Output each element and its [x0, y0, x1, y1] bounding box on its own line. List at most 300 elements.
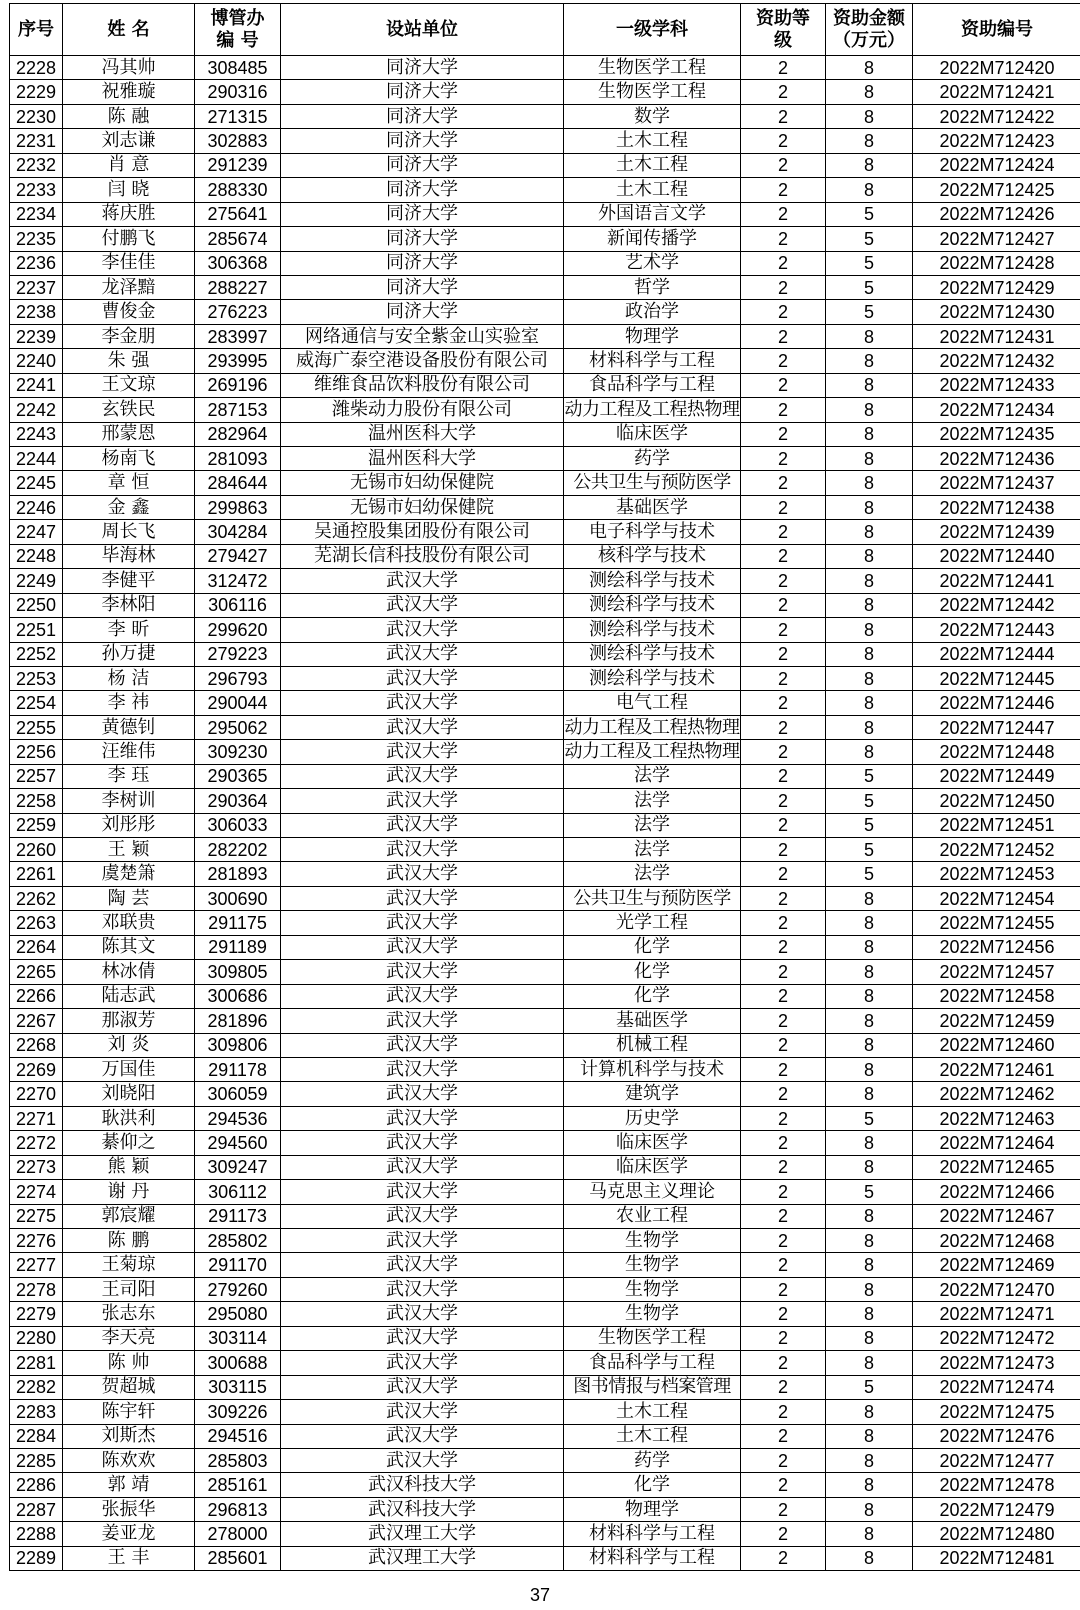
code-cell: 2022M712423 [913, 129, 1080, 153]
level-cell: 2 [741, 593, 826, 617]
subject-cell: 核科学与技术 [564, 544, 741, 568]
table-row [10, 1326, 1080, 1350]
code-cell: 2022M712442 [913, 593, 1080, 617]
seq-cell: 2240 [10, 349, 63, 373]
seq-cell: 2288 [10, 1522, 63, 1546]
table-row [10, 324, 1080, 348]
unit-cell: 武汉科技大学 [281, 1497, 564, 1521]
seq-cell: 2230 [10, 104, 63, 128]
unit-cell: 武汉大学 [281, 1180, 564, 1204]
amount-cell: 8 [826, 666, 913, 690]
code-cell: 2022M712446 [913, 691, 1080, 715]
level-cell: 2 [741, 56, 826, 80]
table-row [10, 1204, 1080, 1228]
name-cell: 玄铁民 [63, 398, 195, 422]
amount-cell: 8 [826, 1351, 913, 1375]
table-row [10, 1155, 1080, 1179]
unit-cell: 威海广泰空港设备股份有限公司 [281, 349, 564, 373]
subject-cell: 法学 [564, 838, 741, 862]
id-cell: 300688 [195, 1351, 281, 1375]
name-cell: 郭宸耀 [63, 1204, 195, 1228]
seq-cell: 2263 [10, 911, 63, 935]
level-cell: 2 [741, 1131, 826, 1155]
unit-cell: 同济大学 [281, 300, 564, 324]
level-cell: 2 [741, 1155, 826, 1179]
unit-cell: 武汉大学 [281, 1082, 564, 1106]
name-cell: 李 祎 [63, 691, 195, 715]
unit-cell: 芜湖长信科技股份有限公司 [281, 544, 564, 568]
table-row [10, 1522, 1080, 1546]
unit-cell: 武汉大学 [281, 715, 564, 739]
code-cell: 2022M712429 [913, 275, 1080, 299]
subject-cell: 材料科学与工程 [564, 1522, 741, 1546]
amount-cell: 8 [826, 715, 913, 739]
amount-cell: 8 [826, 80, 913, 104]
seq-cell: 2250 [10, 593, 63, 617]
id-cell: 290364 [195, 789, 281, 813]
table-row [10, 1400, 1080, 1424]
code-cell: 2022M712470 [913, 1277, 1080, 1301]
level-cell: 2 [741, 1326, 826, 1350]
id-cell: 279427 [195, 544, 281, 568]
id-cell: 290316 [195, 80, 281, 104]
subject-cell: 政治学 [564, 300, 741, 324]
level-cell: 2 [741, 764, 826, 788]
page-number: 37 [529, 1585, 551, 1605]
unit-cell: 武汉大学 [281, 691, 564, 715]
table-row [10, 789, 1080, 813]
id-cell: 282964 [195, 422, 281, 446]
subject-cell: 化学 [564, 1473, 741, 1497]
unit-cell: 武汉大学 [281, 935, 564, 959]
code-cell: 2022M712462 [913, 1082, 1080, 1106]
table-row [10, 1106, 1080, 1130]
subject-cell: 生物医学工程 [564, 80, 741, 104]
amount-cell: 8 [826, 1302, 913, 1326]
table-row [10, 520, 1080, 544]
level-cell: 2 [741, 398, 826, 422]
name-cell: 祝雅璇 [63, 80, 195, 104]
amount-cell: 5 [826, 813, 913, 837]
table-row [10, 447, 1080, 471]
id-cell: 296813 [195, 1497, 281, 1521]
subject-cell: 外国语言文学 [564, 202, 741, 226]
id-cell: 281896 [195, 1009, 281, 1033]
subject-cell: 化学 [564, 984, 741, 1008]
name-cell: 王 颖 [63, 838, 195, 862]
subject-cell: 材料科学与工程 [564, 1546, 741, 1570]
table-body [10, 56, 1080, 1571]
unit-cell: 武汉大学 [281, 960, 564, 984]
subject-cell: 测绘科学与技术 [564, 569, 741, 593]
unit-cell: 武汉大学 [281, 1351, 564, 1375]
table-row [10, 153, 1080, 177]
seq-cell: 2289 [10, 1546, 63, 1570]
code-cell: 2022M712460 [913, 1033, 1080, 1057]
unit-cell: 武汉大学 [281, 838, 564, 862]
seq-cell: 2228 [10, 56, 63, 80]
seq-cell: 2243 [10, 422, 63, 446]
level-cell: 2 [741, 715, 826, 739]
amount-cell: 8 [826, 1473, 913, 1497]
id-cell: 309805 [195, 960, 281, 984]
subject-cell: 法学 [564, 862, 741, 886]
name-cell: 龙泽黯 [63, 275, 195, 299]
seq-cell: 2255 [10, 715, 63, 739]
unit-cell: 同济大学 [281, 104, 564, 128]
level-cell: 2 [741, 789, 826, 813]
table-row [10, 740, 1080, 764]
amount-cell: 8 [826, 324, 913, 348]
seq-cell: 2261 [10, 862, 63, 886]
seq-cell: 2283 [10, 1400, 63, 1424]
level-cell: 2 [741, 1204, 826, 1228]
header-name: 姓 名 [63, 4, 195, 56]
id-cell: 281893 [195, 862, 281, 886]
unit-cell: 武汉大学 [281, 789, 564, 813]
seq-cell: 2245 [10, 471, 63, 495]
subject-cell: 法学 [564, 789, 741, 813]
unit-cell: 武汉大学 [281, 813, 564, 837]
subject-cell: 土木工程 [564, 1424, 741, 1448]
unit-cell: 武汉大学 [281, 1400, 564, 1424]
seq-cell: 2277 [10, 1253, 63, 1277]
subject-cell: 电气工程 [564, 691, 741, 715]
name-cell: 李 珏 [63, 764, 195, 788]
id-cell: 278000 [195, 1522, 281, 1546]
name-cell: 孙万捷 [63, 642, 195, 666]
table-row [10, 202, 1080, 226]
amount-cell: 8 [826, 1277, 913, 1301]
code-cell: 2022M712426 [913, 202, 1080, 226]
seq-cell: 2266 [10, 984, 63, 1008]
level-cell: 2 [741, 471, 826, 495]
id-cell: 279260 [195, 1277, 281, 1301]
table-row [10, 715, 1080, 739]
table-row [10, 935, 1080, 959]
unit-cell: 武汉大学 [281, 862, 564, 886]
table-row [10, 984, 1080, 1008]
subject-cell: 生物医学工程 [564, 56, 741, 80]
id-cell: 291239 [195, 153, 281, 177]
id-cell: 291178 [195, 1057, 281, 1081]
name-cell: 耿洪利 [63, 1106, 195, 1130]
table-row [10, 569, 1080, 593]
amount-cell: 8 [826, 1497, 913, 1521]
code-cell: 2022M712445 [913, 666, 1080, 690]
level-cell: 2 [741, 544, 826, 568]
table-row [10, 1546, 1080, 1570]
table-row [10, 300, 1080, 324]
code-cell: 2022M712473 [913, 1351, 1080, 1375]
amount-cell: 8 [826, 373, 913, 397]
seq-cell: 2239 [10, 324, 63, 348]
level-cell: 2 [741, 1473, 826, 1497]
seq-cell: 2264 [10, 935, 63, 959]
amount-cell: 8 [826, 1253, 913, 1277]
seq-cell: 2279 [10, 1302, 63, 1326]
unit-cell: 武汉大学 [281, 740, 564, 764]
code-cell: 2022M712456 [913, 935, 1080, 959]
seq-cell: 2262 [10, 886, 63, 910]
subject-cell: 动力工程及工程热物理 [564, 398, 741, 422]
name-cell: 陈 融 [63, 104, 195, 128]
name-cell: 张振华 [63, 1497, 195, 1521]
name-cell: 刘志谦 [63, 129, 195, 153]
code-cell: 2022M712475 [913, 1400, 1080, 1424]
code-cell: 2022M712439 [913, 520, 1080, 544]
level-cell: 2 [741, 251, 826, 275]
seq-cell: 2246 [10, 495, 63, 519]
code-cell: 2022M712465 [913, 1155, 1080, 1179]
name-cell: 李树训 [63, 789, 195, 813]
code-cell: 2022M712422 [913, 104, 1080, 128]
code-cell: 2022M712478 [913, 1473, 1080, 1497]
level-cell: 2 [741, 618, 826, 642]
header-code: 资助编号 [913, 4, 1080, 56]
code-cell: 2022M712476 [913, 1424, 1080, 1448]
seq-cell: 2284 [10, 1424, 63, 1448]
amount-cell: 8 [826, 935, 913, 959]
table-row [10, 1033, 1080, 1057]
name-cell: 陈 鹏 [63, 1229, 195, 1253]
id-cell: 295080 [195, 1302, 281, 1326]
subject-cell: 历史学 [564, 1106, 741, 1130]
code-cell: 2022M712451 [913, 813, 1080, 837]
subject-cell: 测绘科学与技术 [564, 593, 741, 617]
name-cell: 张志东 [63, 1302, 195, 1326]
amount-cell: 5 [826, 862, 913, 886]
id-cell: 275641 [195, 202, 281, 226]
seq-cell: 2268 [10, 1033, 63, 1057]
unit-cell: 温州医科大学 [281, 422, 564, 446]
amount-cell: 8 [826, 129, 913, 153]
code-cell: 2022M712464 [913, 1131, 1080, 1155]
subject-cell: 食品科学与工程 [564, 1351, 741, 1375]
id-cell: 276223 [195, 300, 281, 324]
level-cell: 2 [741, 1522, 826, 1546]
amount-cell: 8 [826, 1155, 913, 1179]
subject-cell: 物理学 [564, 324, 741, 348]
id-cell: 294560 [195, 1131, 281, 1155]
name-cell: 陈其文 [63, 935, 195, 959]
unit-cell: 武汉理工大学 [281, 1546, 564, 1570]
id-cell: 282202 [195, 838, 281, 862]
id-cell: 309226 [195, 1400, 281, 1424]
subject-cell: 材料科学与工程 [564, 349, 741, 373]
seq-cell: 2272 [10, 1131, 63, 1155]
level-cell: 2 [741, 1546, 826, 1570]
unit-cell: 维维食品饮料股份有限公司 [281, 373, 564, 397]
name-cell: 李 昕 [63, 618, 195, 642]
unit-cell: 无锡市妇幼保健院 [281, 471, 564, 495]
seq-cell: 2274 [10, 1180, 63, 1204]
code-cell: 2022M712420 [913, 56, 1080, 80]
id-cell: 279223 [195, 642, 281, 666]
unit-cell: 同济大学 [281, 56, 564, 80]
table-row [10, 1448, 1080, 1472]
level-cell: 2 [741, 1375, 826, 1399]
id-cell: 306033 [195, 813, 281, 837]
table-row [10, 275, 1080, 299]
level-cell: 2 [741, 1229, 826, 1253]
table-row [10, 886, 1080, 910]
name-cell: 熊 颖 [63, 1155, 195, 1179]
subject-cell: 公共卫生与预防医学 [564, 886, 741, 910]
seq-cell: 2267 [10, 1009, 63, 1033]
name-cell: 王菊琼 [63, 1253, 195, 1277]
subject-cell: 法学 [564, 813, 741, 837]
seq-cell: 2233 [10, 178, 63, 202]
subject-cell: 生物学 [564, 1277, 741, 1301]
name-cell: 郭 靖 [63, 1473, 195, 1497]
level-cell: 2 [741, 1424, 826, 1448]
code-cell: 2022M712459 [913, 1009, 1080, 1033]
code-cell: 2022M712458 [913, 984, 1080, 1008]
id-cell: 285674 [195, 227, 281, 251]
unit-cell: 武汉大学 [281, 1009, 564, 1033]
amount-cell: 8 [826, 1546, 913, 1570]
subject-cell: 药学 [564, 1448, 741, 1472]
subject-cell: 图书情报与档案管理 [564, 1375, 741, 1399]
id-cell: 288330 [195, 178, 281, 202]
seq-cell: 2275 [10, 1204, 63, 1228]
table-row [10, 1229, 1080, 1253]
unit-cell: 武汉大学 [281, 1204, 564, 1228]
table-row [10, 422, 1080, 446]
seq-cell: 2256 [10, 740, 63, 764]
code-cell: 2022M712438 [913, 495, 1080, 519]
id-cell: 306368 [195, 251, 281, 275]
code-cell: 2022M712448 [913, 740, 1080, 764]
table-row [10, 1057, 1080, 1081]
level-cell: 2 [741, 153, 826, 177]
seq-cell: 2276 [10, 1229, 63, 1253]
name-cell: 陈欢欢 [63, 1448, 195, 1472]
level-cell: 2 [741, 1082, 826, 1106]
seq-cell: 2265 [10, 960, 63, 984]
name-cell: 李佳佳 [63, 251, 195, 275]
name-cell: 汪维伟 [63, 740, 195, 764]
subject-cell: 生物学 [564, 1229, 741, 1253]
subject-cell: 临床医学 [564, 1155, 741, 1179]
name-cell: 刘彤彤 [63, 813, 195, 837]
seq-cell: 2282 [10, 1375, 63, 1399]
amount-cell: 8 [826, 618, 913, 642]
table-row [10, 1302, 1080, 1326]
id-cell: 294536 [195, 1106, 281, 1130]
name-cell: 曹俊金 [63, 300, 195, 324]
unit-cell: 潍柴动力股份有限公司 [281, 398, 564, 422]
amount-cell: 8 [826, 1424, 913, 1448]
subject-cell: 基础医学 [564, 1009, 741, 1033]
level-cell: 2 [741, 422, 826, 446]
subject-cell: 计算机科学与技术 [564, 1057, 741, 1081]
amount-cell: 8 [826, 471, 913, 495]
name-cell: 邓联贵 [63, 911, 195, 935]
amount-cell: 8 [826, 960, 913, 984]
table-row [10, 618, 1080, 642]
amount-cell: 8 [826, 1522, 913, 1546]
id-cell: 281093 [195, 447, 281, 471]
name-cell: 黄德钊 [63, 715, 195, 739]
table-row [10, 838, 1080, 862]
subject-cell: 机械工程 [564, 1033, 741, 1057]
code-cell: 2022M712450 [913, 789, 1080, 813]
code-cell: 2022M712480 [913, 1522, 1080, 1546]
table-row [10, 1253, 1080, 1277]
unit-cell: 武汉大学 [281, 618, 564, 642]
seq-cell: 2244 [10, 447, 63, 471]
name-cell: 李林阳 [63, 593, 195, 617]
seq-cell: 2254 [10, 691, 63, 715]
name-cell: 杨 洁 [63, 666, 195, 690]
level-cell: 2 [741, 495, 826, 519]
header-id-line2: 编 号 [216, 29, 259, 51]
level-cell: 2 [741, 1009, 826, 1033]
table-row [10, 691, 1080, 715]
id-cell: 291189 [195, 935, 281, 959]
unit-cell: 武汉大学 [281, 1448, 564, 1472]
id-cell: 309806 [195, 1033, 281, 1057]
subject-cell: 基础医学 [564, 495, 741, 519]
amount-cell: 5 [826, 789, 913, 813]
name-cell: 刘晓阳 [63, 1082, 195, 1106]
level-cell: 2 [741, 1033, 826, 1057]
code-cell: 2022M712457 [913, 960, 1080, 984]
amount-cell: 5 [826, 300, 913, 324]
table-row [10, 642, 1080, 666]
level-cell: 2 [741, 1448, 826, 1472]
id-cell: 294516 [195, 1424, 281, 1448]
name-cell: 王文琼 [63, 373, 195, 397]
amount-cell: 5 [826, 1375, 913, 1399]
amount-cell: 5 [826, 1106, 913, 1130]
id-cell: 304284 [195, 520, 281, 544]
unit-cell: 武汉大学 [281, 1057, 564, 1081]
level-cell: 2 [741, 1277, 826, 1301]
subject-cell: 测绘科学与技术 [564, 666, 741, 690]
amount-cell: 8 [826, 691, 913, 715]
subject-cell: 土木工程 [564, 153, 741, 177]
id-cell: 291170 [195, 1253, 281, 1277]
level-cell: 2 [741, 1180, 826, 1204]
amount-cell: 8 [826, 642, 913, 666]
id-cell: 306116 [195, 593, 281, 617]
amount-cell: 8 [826, 1131, 913, 1155]
seq-cell: 2258 [10, 789, 63, 813]
table-row [10, 251, 1080, 275]
id-cell: 287153 [195, 398, 281, 422]
name-cell: 陆志武 [63, 984, 195, 1008]
seq-cell: 2229 [10, 80, 63, 104]
header-id [195, 4, 281, 56]
code-cell: 2022M712427 [913, 227, 1080, 251]
seq-cell: 2257 [10, 764, 63, 788]
id-cell: 306112 [195, 1180, 281, 1204]
name-cell: 李金朋 [63, 324, 195, 348]
amount-cell: 8 [826, 1326, 913, 1350]
subject-cell: 电子科学与技术 [564, 520, 741, 544]
subject-cell: 化学 [564, 960, 741, 984]
code-cell: 2022M712432 [913, 349, 1080, 373]
unit-cell: 同济大学 [281, 202, 564, 226]
code-cell: 2022M712454 [913, 886, 1080, 910]
unit-cell: 无锡市妇幼保健院 [281, 495, 564, 519]
code-cell: 2022M712474 [913, 1375, 1080, 1399]
seq-cell: 2281 [10, 1351, 63, 1375]
code-cell: 2022M712481 [913, 1546, 1080, 1570]
